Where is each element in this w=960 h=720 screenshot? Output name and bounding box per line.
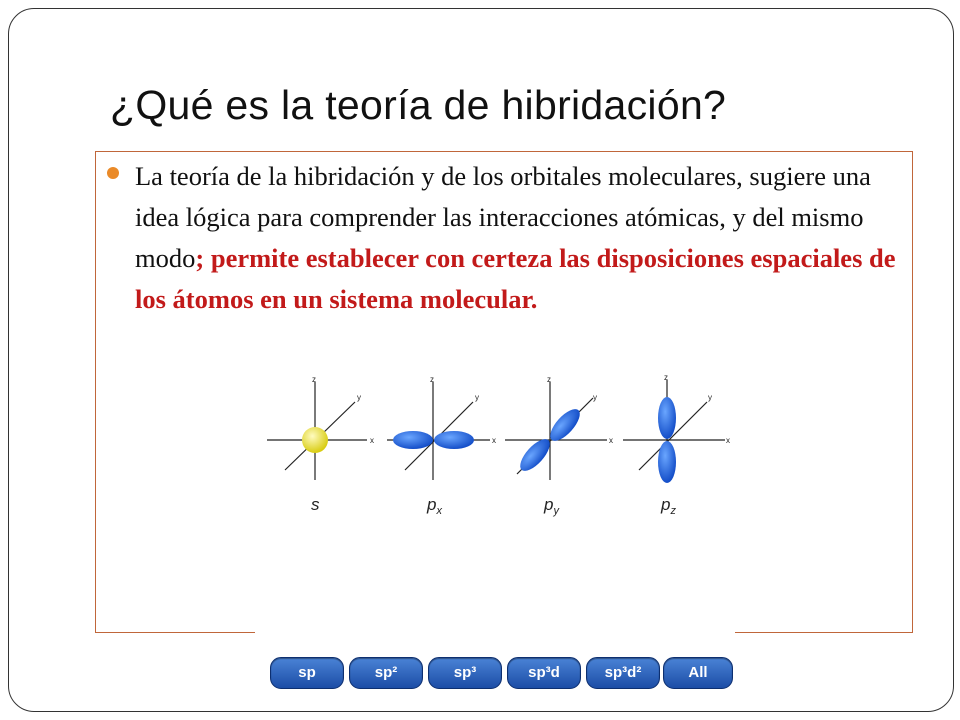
orbital-label-px: $p_x$: [427, 495, 442, 517]
body-paragraph: [135, 156, 905, 320]
pz-lobe-upper: [658, 397, 676, 439]
py-orbital-figure: [505, 375, 613, 517]
s-orbital-figure: [267, 375, 374, 514]
orbitals-svg: [255, 362, 735, 688]
svg-text:y: y: [475, 393, 479, 402]
sp2-button[interactable]: sp²: [349, 657, 423, 689]
orbital-label-s: s: [311, 495, 320, 514]
sp3-button[interactable]: sp³: [428, 657, 502, 689]
svg-text:y: y: [708, 393, 712, 402]
svg-text:y: y: [593, 393, 597, 402]
s-orbital-sphere: [302, 427, 328, 453]
py-lobe-upper: [545, 404, 584, 445]
svg-text:x: x: [492, 436, 496, 445]
page-title: ¿Qué es la teoría de hibridación?: [110, 82, 727, 128]
all-button[interactable]: All: [663, 657, 733, 689]
svg-text:z: z: [430, 375, 434, 384]
svg-text:z: z: [547, 375, 551, 384]
pz-orbital-figure: [623, 373, 730, 517]
px-lobe-left: [393, 431, 433, 449]
svg-text:x: x: [370, 436, 374, 445]
svg-text:z: z: [312, 375, 316, 384]
orbital-label-py: $p_y$: [544, 495, 559, 517]
sp3d2-button[interactable]: sp³d²: [586, 657, 660, 689]
bullet-icon: [107, 167, 119, 179]
paragraph-highlight-text: ; permite establecer con certeza las disposiciones espaciales de los átomos en un sistema molecular.: [135, 243, 896, 314]
orbital-label-pz: $p_z$: [661, 495, 676, 517]
py-lobe-lower: [515, 434, 554, 475]
sp3d-button[interactable]: sp³d: [507, 657, 581, 689]
paragraph-normal-text: La teoría de la hibridación y de los orbitales moleculares, sugiere una idea lógica para comprender las interacciones atómicas, y del mismo modo: [135, 161, 871, 273]
px-orbital-figure: [387, 375, 496, 517]
svg-text:y: y: [357, 393, 361, 402]
orbital-diagram: [255, 362, 735, 688]
svg-text:x: x: [726, 436, 730, 445]
sp-button[interactable]: sp: [270, 657, 344, 689]
px-lobe-right: [434, 431, 474, 449]
svg-text:x: x: [609, 436, 613, 445]
pz-lobe-lower: [658, 441, 676, 483]
svg-text:z: z: [664, 373, 668, 382]
